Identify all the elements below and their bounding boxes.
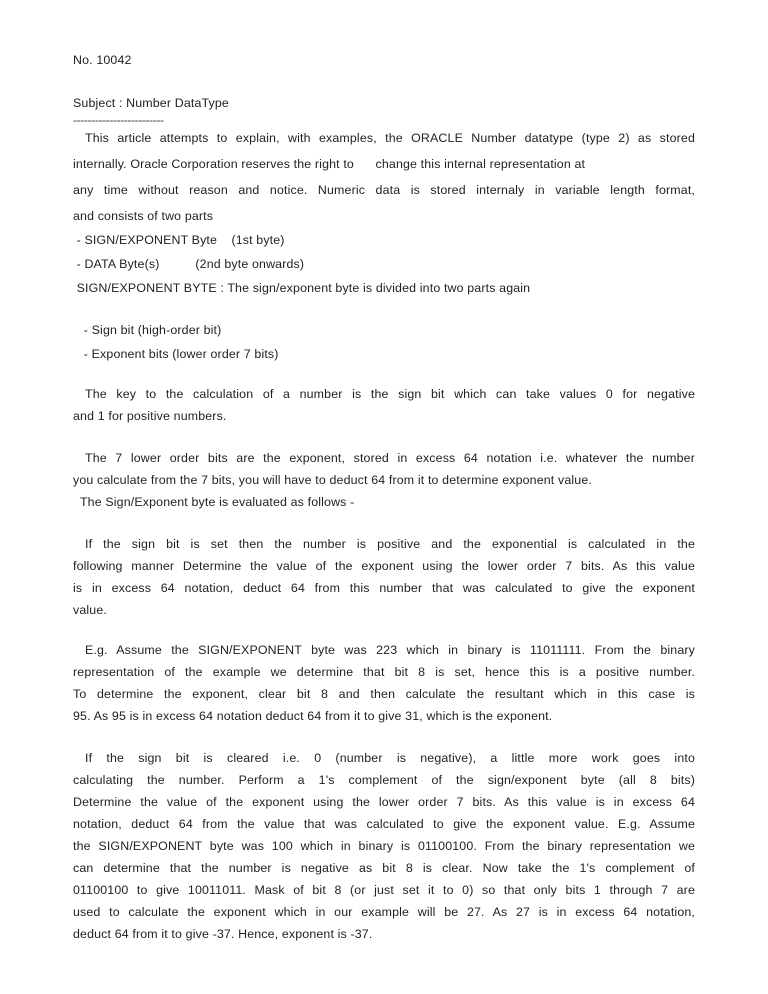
text-line: Determine the value of the exponent using the lower order 7 bits. As this value is in excess 64 (73, 795, 695, 809)
text-line: and 1 for positive numbers. (73, 409, 227, 423)
text-line: can determine that the number is negative as bit 8 is clear. Now take the 1's complement of (73, 861, 695, 875)
text-line: value. (73, 603, 107, 617)
text-line: any time without reason and notice. Numeric data is stored internaly in variable length format, (73, 183, 695, 197)
text-line: internally. Oracle Corporation reserves the right to change this internal representation at (73, 157, 586, 171)
subject-rule: ------------------------- (73, 113, 164, 127)
text-line: To determine the exponent, clear bit 8 and then calculate the resultant which in this case is (73, 687, 695, 701)
text-line: - Sign bit (high-order bit) (73, 323, 222, 337)
text-line: representation of the example we determine that bit 8 is set, hence this is a positive number. (73, 665, 695, 679)
text-line: If the sign bit is set then the number is positive and the exponential is calculated in the (85, 537, 695, 551)
text-line: deduct 64 from it to give -37. Hence, exponent is -37. (73, 927, 373, 941)
text-line: is in excess 64 notation, deduct 64 from this number that was calculated to give the exponent (73, 581, 695, 595)
document-subject: Subject : Number DataType (73, 96, 229, 110)
text-line: The 7 lower order bits are the exponent, stored in excess 64 notation i.e. whatever the number (85, 451, 695, 465)
text-line: If the sign bit is cleared i.e. 0 (number is negative), a little more work goes into (85, 751, 695, 765)
text-line: The Sign/Exponent byte is evaluated as follows - (73, 495, 355, 509)
text-line: This article attempts to explain, with examples, the ORACLE Number datatype (type 2) as stored (85, 131, 695, 145)
text-line: the SIGN/EXPONENT byte was 100 which in binary is 01100100. From the binary representation we (73, 839, 695, 853)
text-line: SIGN/EXPONENT BYTE : The sign/exponent byte is divided into two parts again (73, 281, 531, 295)
text-line: E.g. Assume the SIGN/EXPONENT byte was 223 which in binary is 11011111. From the binary (85, 643, 695, 657)
text-line: The key to the calculation of a number is the sign bit which can take values 0 for negative (85, 387, 695, 401)
text-line: - Exponent bits (lower order 7 bits) (73, 347, 279, 361)
text-line: - SIGN/EXPONENT Byte (1st byte) (73, 233, 285, 247)
text-line: 95. As 95 is in excess 64 notation deduct 64 from it to give 31, which is the exponent. (73, 709, 553, 723)
text-line: used to calculate the exponent which in our example will be 27. As 27 is in excess 64 notation, (73, 905, 695, 919)
text-line: calculating the number. Perform a 1's complement of the sign/exponent byte (all 8 bits) (73, 773, 695, 787)
text-line: - DATA Byte(s) (2nd byte onwards) (73, 257, 305, 271)
text-line: and consists of two parts (73, 209, 214, 223)
document-number: No. 10042 (73, 53, 132, 67)
text-line: you calculate from the 7 bits, you will have to deduct 64 from it to determine exponent value. (73, 473, 592, 487)
text-line: notation, deduct 64 from the value that was calculated to give the exponent value. E.g. Assume (73, 817, 695, 831)
text-line: following manner Determine the value of the exponent using the lower order 7 bits. As this value (73, 559, 695, 573)
text-line: 01100100 to give 10011011. Mask of bit 8 (or just set it to 0) so that only bits 1 through 7 are (73, 883, 695, 897)
